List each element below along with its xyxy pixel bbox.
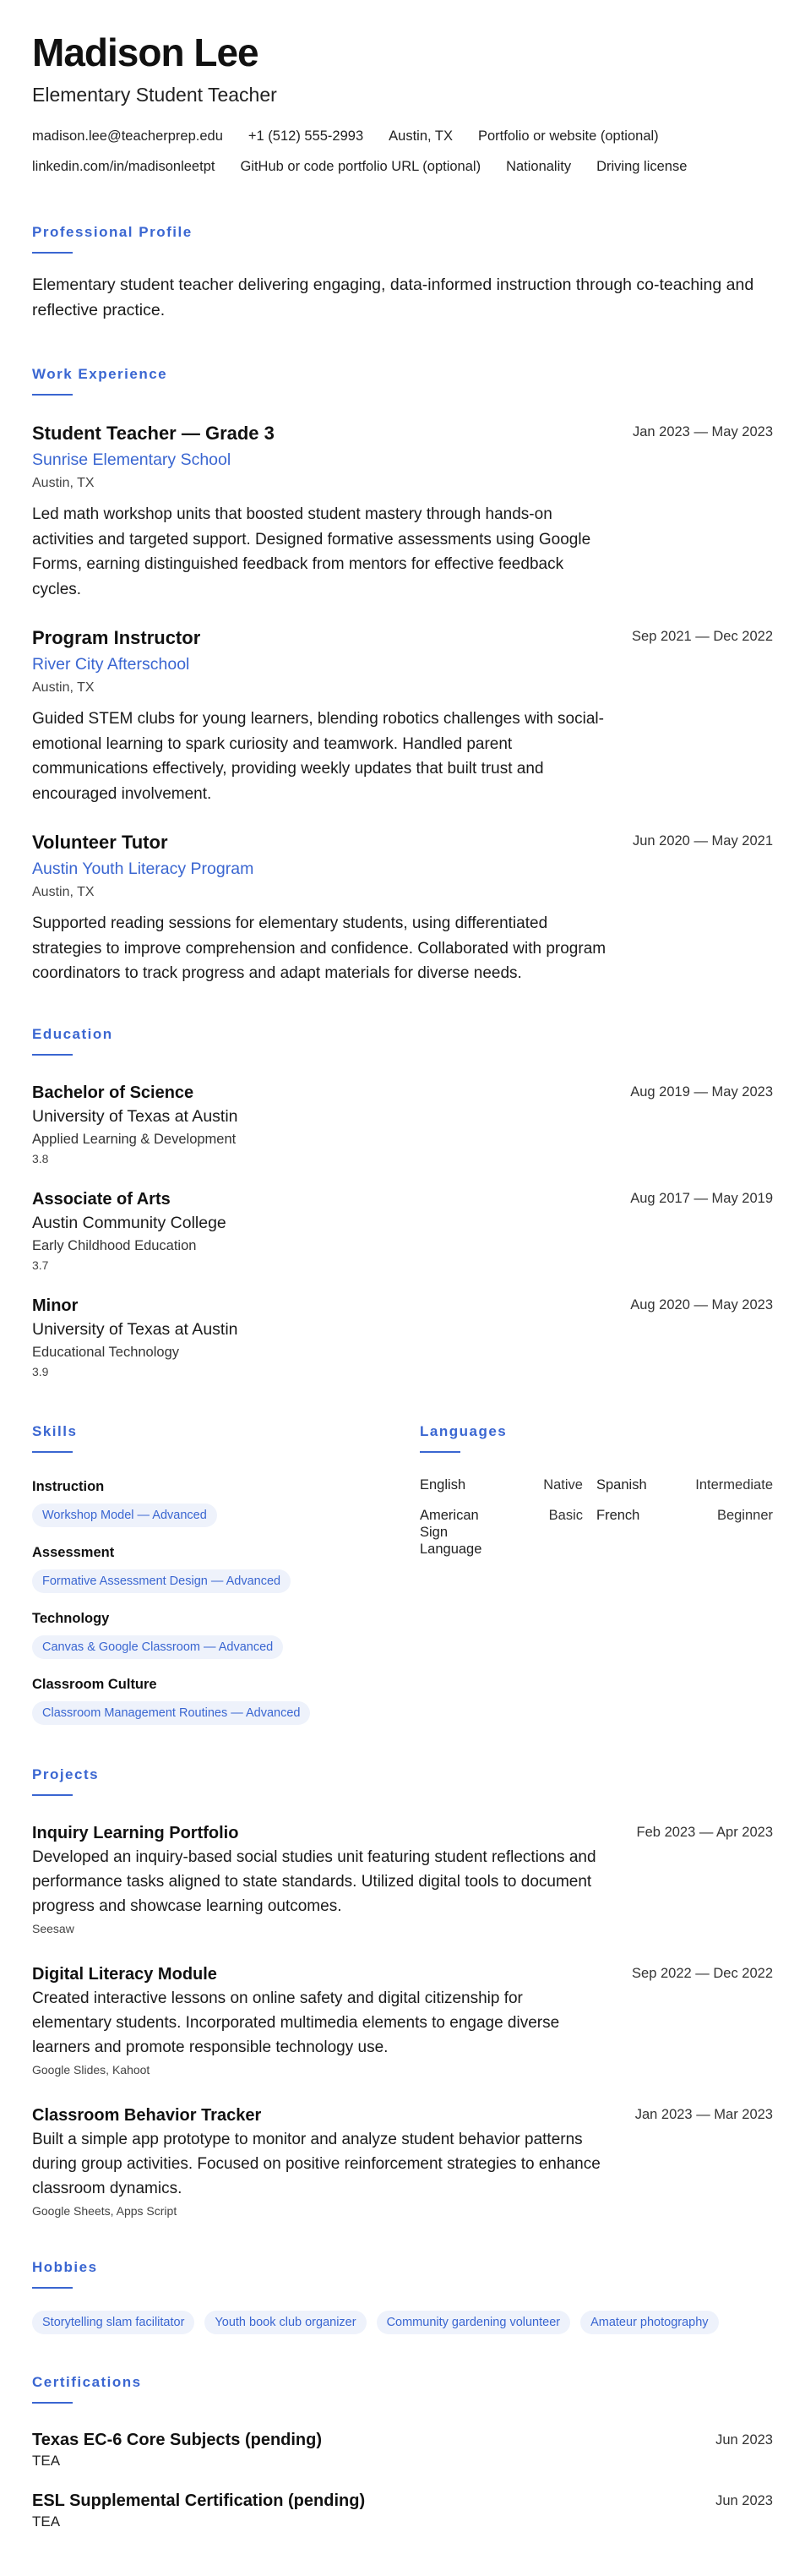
project-title: Classroom Behavior Tracker bbox=[32, 2105, 262, 2125]
resume-header bbox=[32, 30, 773, 176]
hobbies-section bbox=[32, 2258, 773, 2334]
school-name: University of Texas at Austin bbox=[32, 1319, 238, 1339]
project-tools: Google Sheets, Apps Script bbox=[32, 2203, 177, 2218]
skill-chip: Workshop Model — Advanced bbox=[32, 1504, 217, 1527]
job-description: Guided STEM clubs for young learners, blending robotics challenges with social-emotional learning to spark curiosity and teamwork. Handled parent communications effectively, providing weekly updates that built trust and encouraged involvement. bbox=[32, 710, 604, 803]
section-title-languages: Languages bbox=[420, 1422, 508, 1439]
section-title-skills: Skills bbox=[32, 1422, 78, 1439]
company-name: Sunrise Elementary School bbox=[32, 450, 231, 469]
section-title-hobbies: Hobbies bbox=[32, 2258, 98, 2275]
skills-list bbox=[32, 1476, 420, 1725]
education-item bbox=[32, 1187, 773, 1274]
project-item bbox=[32, 1821, 773, 1939]
education-item bbox=[32, 1294, 773, 1380]
projects-section bbox=[32, 1766, 773, 2221]
gpa-value: 3.7 bbox=[32, 1258, 49, 1272]
project-title: Inquiry Learning Portfolio bbox=[32, 1823, 239, 1842]
candidate-role: Elementary Student Teacher bbox=[32, 84, 277, 106]
skills-section bbox=[32, 1422, 420, 1725]
section-divider bbox=[32, 1451, 73, 1453]
profile-section bbox=[32, 223, 773, 323]
section-divider bbox=[32, 394, 73, 396]
job-title: Program Instructor bbox=[32, 627, 201, 648]
section-divider bbox=[32, 1054, 73, 1056]
hobby-chip: Community gardening volunteer bbox=[377, 2311, 571, 2334]
language-level: Intermediate bbox=[695, 1476, 773, 1493]
company-name: Austin Youth Literacy Program bbox=[32, 860, 254, 878]
contact-driving-license: Driving license bbox=[596, 159, 688, 174]
job-location: Austin, TX bbox=[32, 680, 95, 695]
education-dates: Aug 2017 — May 2019 bbox=[630, 1190, 773, 1206]
section-divider bbox=[32, 1794, 73, 1796]
section-divider bbox=[420, 1451, 460, 1453]
section-title-education: Education bbox=[32, 1025, 113, 1042]
project-item bbox=[32, 1962, 773, 2080]
candidate-name: Madison Lee bbox=[32, 30, 258, 74]
project-tools: Seesaw bbox=[32, 1921, 74, 1935]
projects-list bbox=[32, 1821, 773, 2221]
degree-name: Minor bbox=[32, 1296, 79, 1315]
language-level: Native bbox=[543, 1476, 583, 1493]
section-divider bbox=[32, 2287, 73, 2289]
contact-nationality: Nationality bbox=[506, 159, 572, 174]
skill-category: Technology bbox=[32, 1610, 110, 1626]
language-level: Basic bbox=[548, 1507, 583, 1523]
degree-name: Bachelor of Science bbox=[32, 1083, 194, 1102]
project-description: Built a simple app prototype to monitor and analyze student behavior patterns during group activities. Focused on positive reinforcement strategies to enhance classroom dynamics. bbox=[32, 2130, 601, 2197]
job-title: Volunteer Tutor bbox=[32, 832, 168, 853]
hobby-chip: Storytelling slam facilitator bbox=[32, 2311, 194, 2334]
project-description: Developed an inquiry-based social studies unit featuring student reflections and performance tasks aligned to state standards. Utilized digital tools to document progress and showcase learning outcomes. bbox=[32, 1847, 596, 1915]
job-dates: Jan 2023 — May 2023 bbox=[632, 424, 773, 439]
education-dates: Aug 2020 — May 2023 bbox=[630, 1296, 773, 1313]
project-dates: Jan 2023 — Mar 2023 bbox=[634, 2106, 773, 2122]
skill-chip: Canvas & Google Classroom — Advanced bbox=[32, 1635, 283, 1659]
project-description: Created interactive lessons on online safety and digital citizenship for elementary students. Incorporated multimedia elements to engage diverse learners and promote responsible technology use. bbox=[32, 1989, 560, 2056]
job-location: Austin, TX bbox=[32, 885, 95, 899]
skill-category: Instruction bbox=[32, 1478, 105, 1494]
project-dates: Sep 2022 — Dec 2022 bbox=[632, 1965, 773, 1981]
education-section bbox=[32, 1025, 773, 1380]
gpa-value: 3.9 bbox=[32, 1364, 49, 1378]
contact-website[interactable]: Portfolio or website (optional) bbox=[477, 128, 659, 144]
skill-chip: Formative Assessment Design — Advanced bbox=[32, 1569, 291, 1593]
study-field: Educational Technology bbox=[32, 1344, 179, 1360]
gpa-value: 3.8 bbox=[32, 1151, 49, 1165]
language-name: American Sign Language bbox=[420, 1507, 482, 1557]
language-name: English bbox=[420, 1476, 466, 1493]
study-field: Early Childhood Education bbox=[32, 1237, 197, 1253]
degree-name: Associate of Arts bbox=[32, 1189, 171, 1209]
certifications-section bbox=[32, 2373, 773, 2532]
job-dates: Sep 2021 — Dec 2022 bbox=[632, 629, 773, 644]
skills-languages-row bbox=[32, 1422, 773, 1725]
project-item bbox=[32, 2104, 773, 2221]
certification-date: Jun 2023 bbox=[715, 2431, 773, 2448]
certifications-list bbox=[32, 2429, 773, 2532]
skill-category: Classroom Culture bbox=[32, 1676, 157, 1692]
project-tools: Google Slides, Kahoot bbox=[32, 2062, 150, 2077]
certification-item bbox=[32, 2429, 773, 2471]
certification-date: Jun 2023 bbox=[715, 2492, 773, 2508]
language-name: French bbox=[596, 1507, 640, 1523]
contact-email[interactable]: madison.lee@teacherprep.edu bbox=[32, 128, 223, 144]
section-divider bbox=[32, 252, 73, 254]
experience-section bbox=[32, 365, 773, 986]
contact-location: Austin, TX bbox=[389, 128, 453, 144]
education-dates: Aug 2019 — May 2023 bbox=[630, 1083, 773, 1100]
certification-name: ESL Supplemental Certification (pending) bbox=[32, 2491, 366, 2510]
skill-chip: Classroom Management Routines — Advanced bbox=[32, 1701, 310, 1725]
section-title-profile: Professional Profile bbox=[32, 224, 193, 240]
job-description: Supported reading sessions for elementary students, using differentiated strategies to improve comprehension and confidence. Collaborated with program coordinators to track progress and adapt materials for diverse needs. bbox=[32, 914, 606, 982]
profile-summary: Elementary student teacher delivering engaging, data-informed instruction through co-teaching and reflective practice. bbox=[32, 276, 754, 319]
certification-name: Texas EC-6 Core Subjects (pending) bbox=[32, 2430, 323, 2449]
school-name: Austin Community College bbox=[32, 1213, 226, 1232]
contact-list bbox=[32, 127, 773, 176]
job-dates: Jun 2020 — May 2021 bbox=[632, 833, 773, 849]
section-title-projects: Projects bbox=[32, 1766, 100, 1782]
skill-category: Assessment bbox=[32, 1544, 115, 1560]
languages-section bbox=[420, 1422, 773, 1725]
language-level: Beginner bbox=[716, 1507, 773, 1523]
contact-github[interactable]: GitHub or code portfolio URL (optional) bbox=[240, 159, 481, 174]
experience-item bbox=[32, 625, 773, 806]
education-item bbox=[32, 1081, 773, 1167]
job-title: Student Teacher — Grade 3 bbox=[32, 423, 275, 444]
job-description: Led math workshop units that boosted student mastery through hands-on activities and targeted support. Designed formative assessments using Google Forms, earning distinguished feedback from mentors for effective feedback cycles. bbox=[32, 505, 591, 598]
languages-list bbox=[420, 1476, 773, 1558]
certification-issuer: TEA bbox=[32, 2513, 61, 2530]
contact-phone[interactable]: +1 (512) 555-2993 bbox=[247, 128, 364, 144]
section-title-certifications: Certifications bbox=[32, 2373, 142, 2390]
hobby-chip: Youth book club organizer bbox=[204, 2311, 366, 2334]
project-dates: Feb 2023 — Apr 2023 bbox=[636, 1824, 773, 1840]
contact-linkedin[interactable]: linkedin.com/in/madisonleetpt bbox=[32, 159, 215, 174]
job-location: Austin, TX bbox=[32, 476, 95, 490]
section-title-experience: Work Experience bbox=[32, 366, 168, 382]
study-field: Applied Learning & Development bbox=[32, 1131, 237, 1147]
hobby-chip: Amateur photography bbox=[580, 2311, 718, 2334]
hobbies-list bbox=[32, 2311, 773, 2334]
school-name: University of Texas at Austin bbox=[32, 1106, 238, 1126]
certification-item bbox=[32, 2490, 773, 2532]
experience-item bbox=[32, 830, 773, 986]
language-name: Spanish bbox=[596, 1476, 647, 1493]
experience-item bbox=[32, 421, 773, 602]
certification-issuer: TEA bbox=[32, 2452, 61, 2469]
experience-list bbox=[32, 421, 773, 986]
education-list bbox=[32, 1081, 773, 1380]
section-divider bbox=[32, 2402, 73, 2404]
project-title: Digital Literacy Module bbox=[32, 1964, 217, 1984]
company-name: River City Afterschool bbox=[32, 655, 190, 674]
